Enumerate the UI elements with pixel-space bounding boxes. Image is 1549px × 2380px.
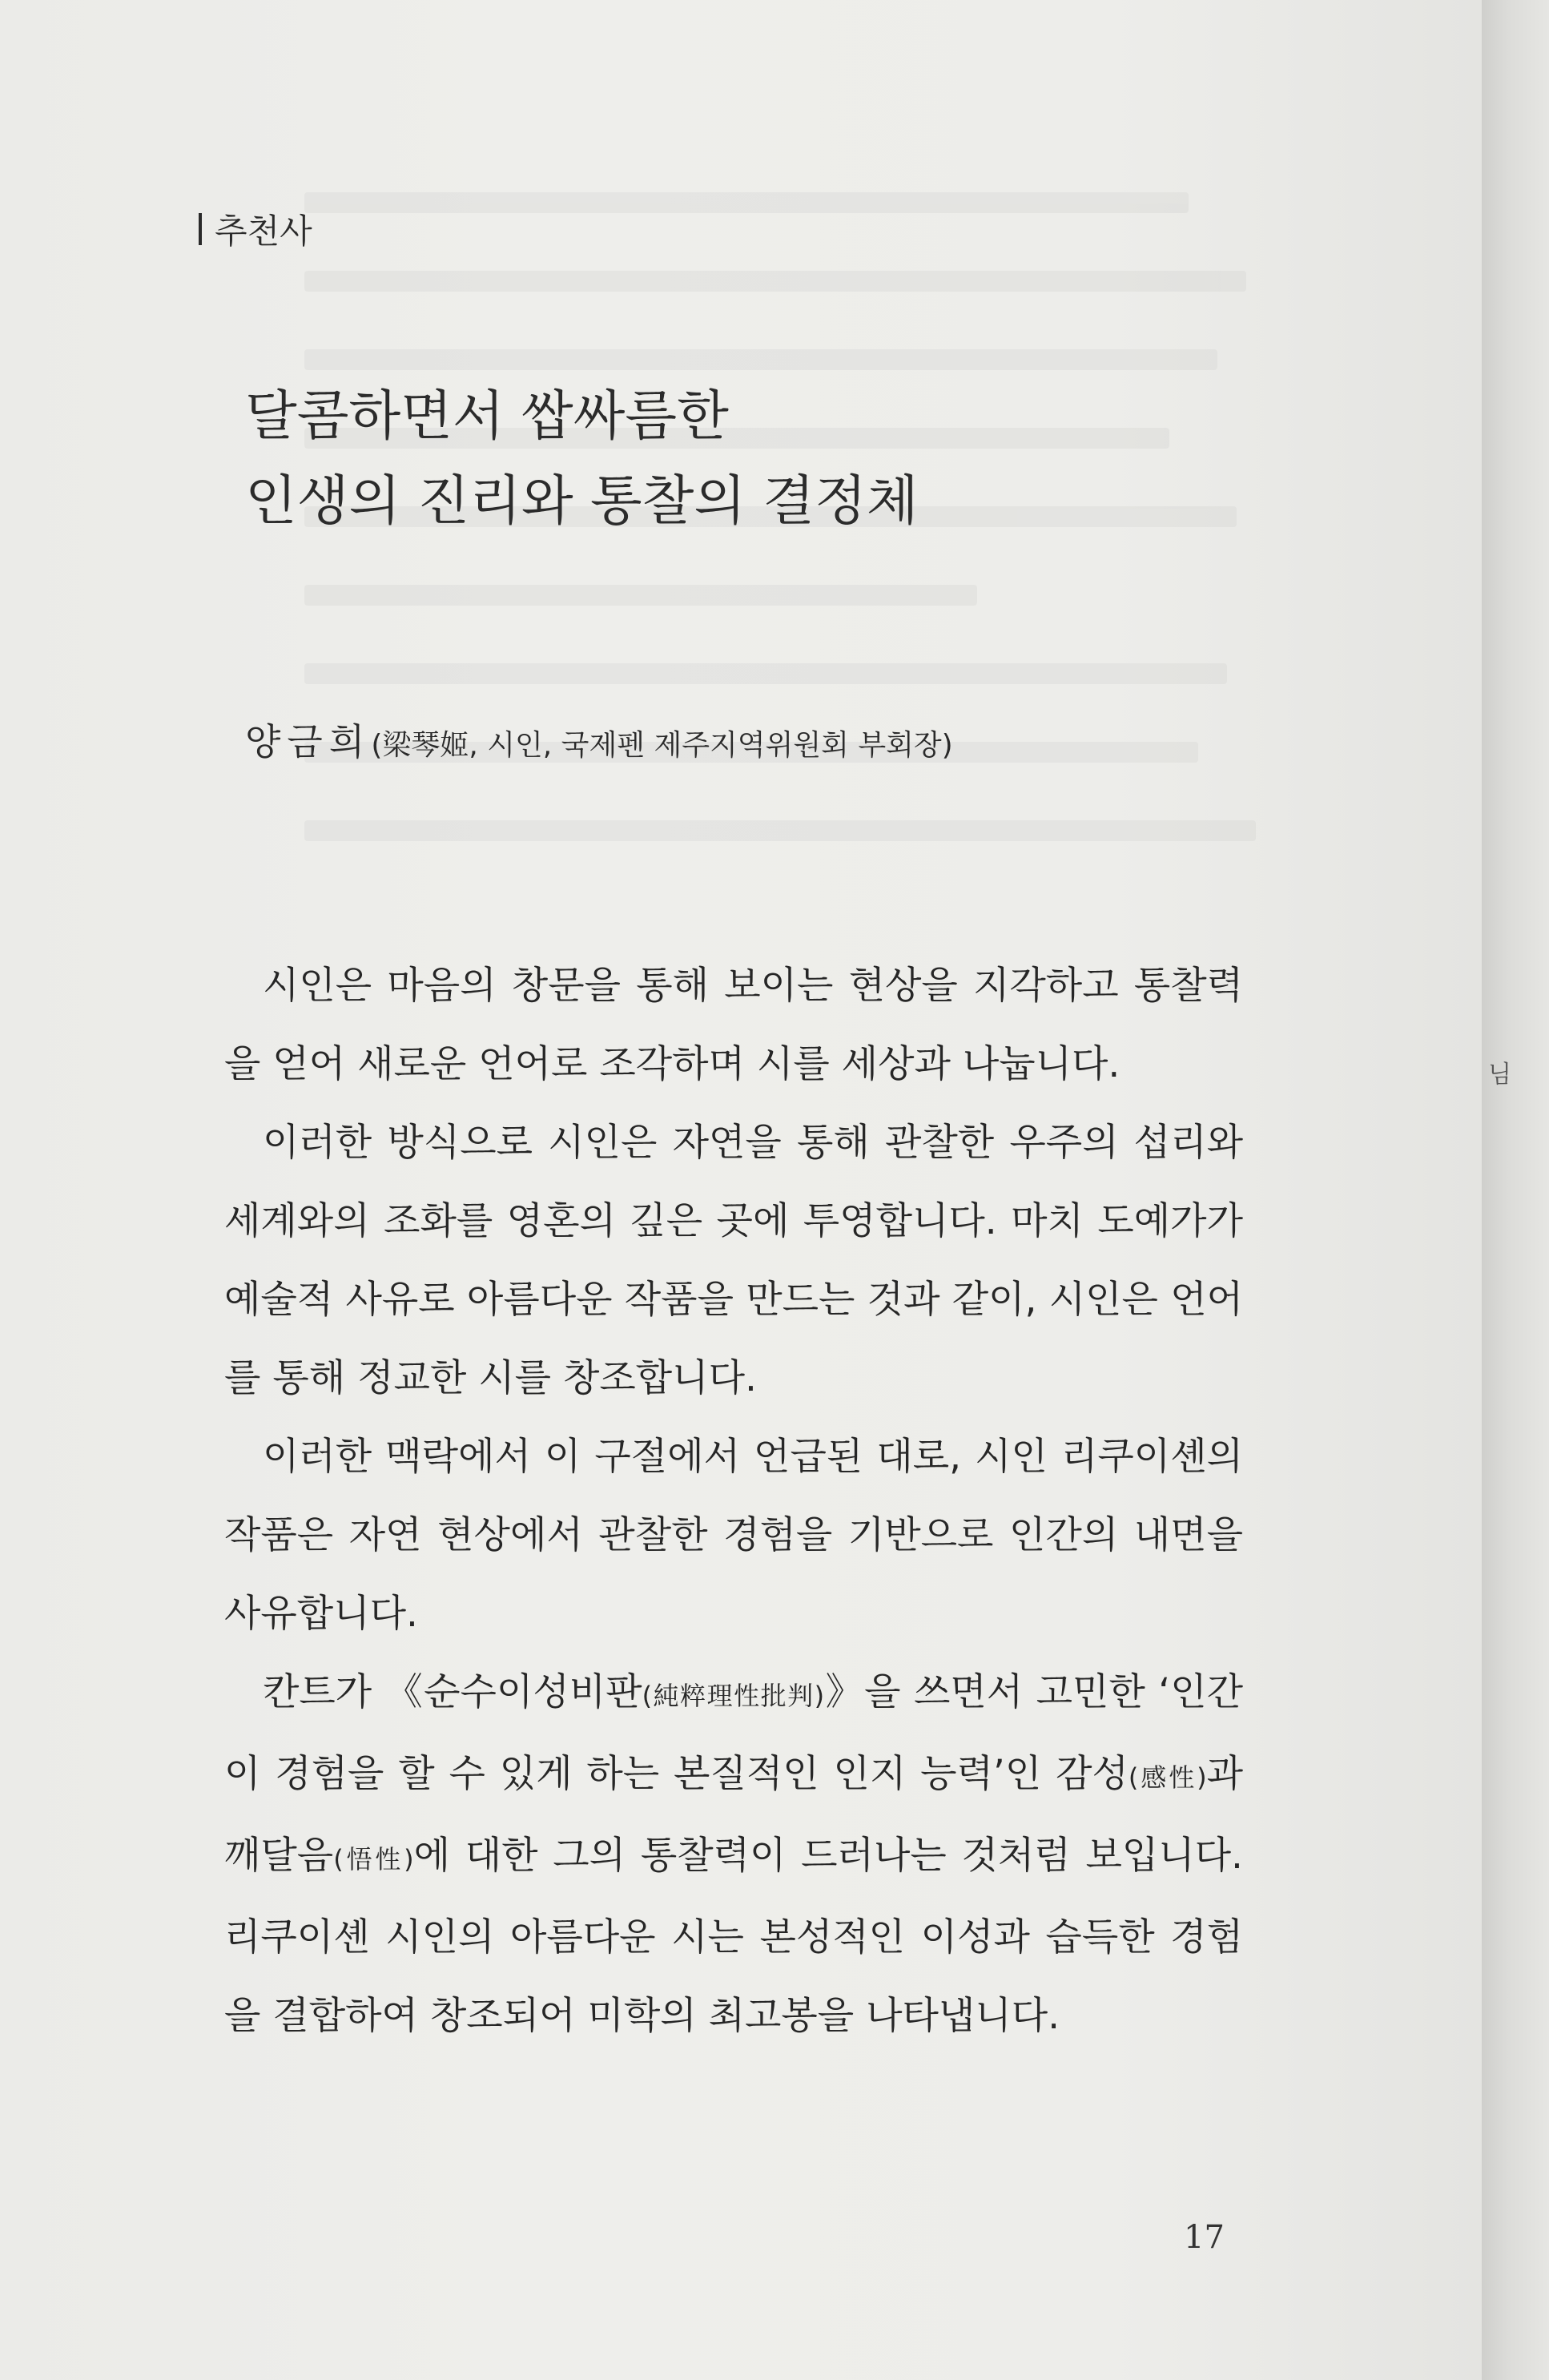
author-role: (梁琴姬, 시인, 국제펜 제주지역위원회 부회장) [371,729,953,762]
gutter-mark: 님 [1488,1061,1511,1089]
paragraph-1: 시인은 마음의 창문을 통해 보이는 현상을 지각하고 통찰력을 얻어 새로운 언어로 조각하며 시를 세상과 나눕니다. [224,964,1243,1086]
paragraph-4-seg-1: 칸트가 《순수이성비판 [263,1670,642,1714]
page-number: 17 [1184,2219,1225,2256]
body-text [224,947,1243,2056]
hanja-annotation: (感性) [1128,1762,1207,1793]
paragraph-3: 이러한 맥락에서 이 구절에서 언급된 대로, 시인 리쿠이셴의 작품은 자연 현상에서 관찰한 경험을 기반으로 인간의 내면을 사유합니다. [224,1435,1243,1636]
paragraph-4 [224,1653,1243,2056]
hanja-annotation: (純粹理性批判) [642,1681,825,1711]
author-name: 양금희 [245,720,372,763]
byline [245,713,953,766]
section-bar-icon [199,213,202,245]
hanja-annotation: (悟性) [333,1844,414,1875]
next-page-edge [1482,0,1549,2380]
section-label-text: 추천사 [215,211,312,251]
paragraph-4-seg-4: 에 대한 그의 통찰력이 드러나는 것처럼 보입니다. 리쿠이셴 시인의 아름다운 시는 본성적인 이성과 습득한 경험을 결합하여 창조되어 미학의 최고봉을 나타냅니다. [224,1834,1243,2038]
section-label [199,205,312,253]
paragraph-2: 이러한 방식으로 시인은 자연을 통해 관찰한 우주의 섭리와 세계와의 조화를 영혼의 깊은 곳에 투영합니다. 마치 도예가가 예술적 사유로 아름다운 작품을 만드는 것과 같이, 시인은 언어를 통해 정교한 시를 창조합니다. [224,1121,1243,1400]
title-line-1: 달콤하면서 쌉싸름한 [245,385,729,447]
paragraph-4-seg-2: 》을 쓰면서 고민한 ‘인간이 경험을 할 수 있게 하는 본질적인 인지 능력’인 감성 [224,1670,1243,1796]
title-line-2: 인생의 진리와 통찰의 결정체 [245,469,919,532]
paragraph-4-seg-3: 과 깨달음 [224,1752,1243,1878]
page-title [245,373,919,543]
